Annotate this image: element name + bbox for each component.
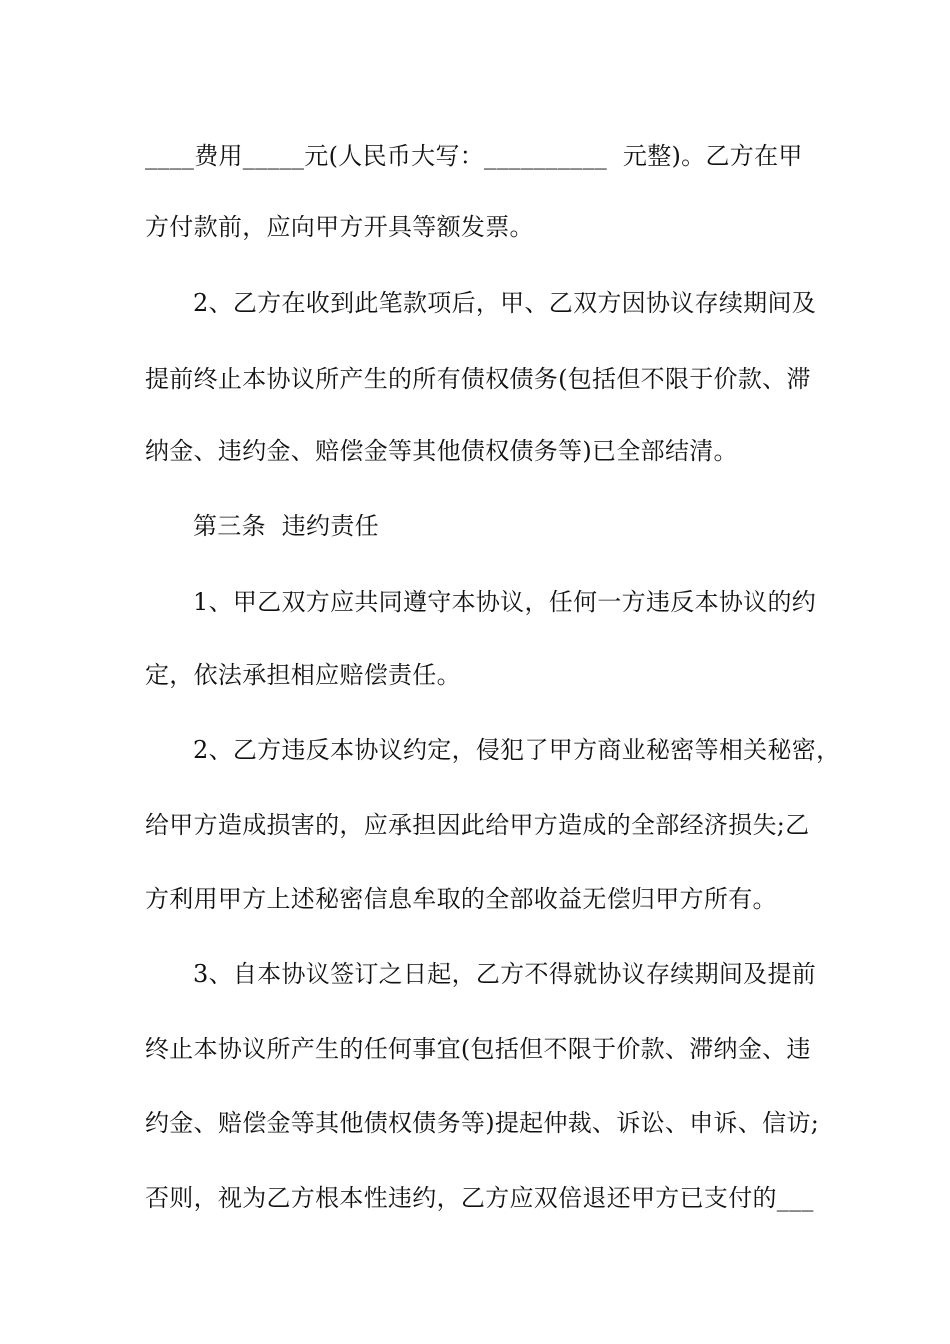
text-line: 定，依法承担相应赔偿责任。 xyxy=(145,661,461,689)
text-line: ____费用_____元(人民币大写：__________ 元整)。乙方在甲 xyxy=(145,142,803,170)
text-line: 方利用甲方上述秘密信息牟取的全部收益无偿归甲方所有。 xyxy=(145,885,777,913)
clause-2-line: 2、乙方违反本协议约定，侵犯了甲方商业秘密等相关秘密， xyxy=(193,736,841,764)
clause-3-line: 3、自本协议签订之日起，乙方不得就协议存续期间及提前 xyxy=(193,960,817,988)
text-line: 否则，视为乙方根本性违约，乙方应双倍退还甲方已支付的___ xyxy=(145,1184,814,1212)
text-line: 给甲方造成损害的，应承担因此给甲方造成的全部经济损失;乙 xyxy=(145,811,810,839)
text-line: 终止本协议所产生的任何事宜(包括但不限于价款、滞纳金、违 xyxy=(145,1035,811,1063)
text-line: 纳金、违约金、赔偿金等其他债权债务等)已全部结清。 xyxy=(145,437,738,465)
text-line: 方付款前，应向甲方开具等额发票。 xyxy=(145,213,534,241)
clause-1-line: 1、甲乙双方应共同遵守本协议，任何一方违反本协议的约 xyxy=(193,588,817,616)
text-line: 约金、赔偿金等其他债权债务等)提起仲裁、诉讼、申诉、信访; xyxy=(145,1109,820,1137)
section-heading: 第三条 违约责任 xyxy=(193,512,379,540)
paragraph-2-line: 2、乙方在收到此笔款项后，甲、乙双方因协议存续期间及 xyxy=(193,289,817,317)
text-line: 提前终止本协议所产生的所有债权债务(包括但不限于价款、滞 xyxy=(145,365,811,393)
